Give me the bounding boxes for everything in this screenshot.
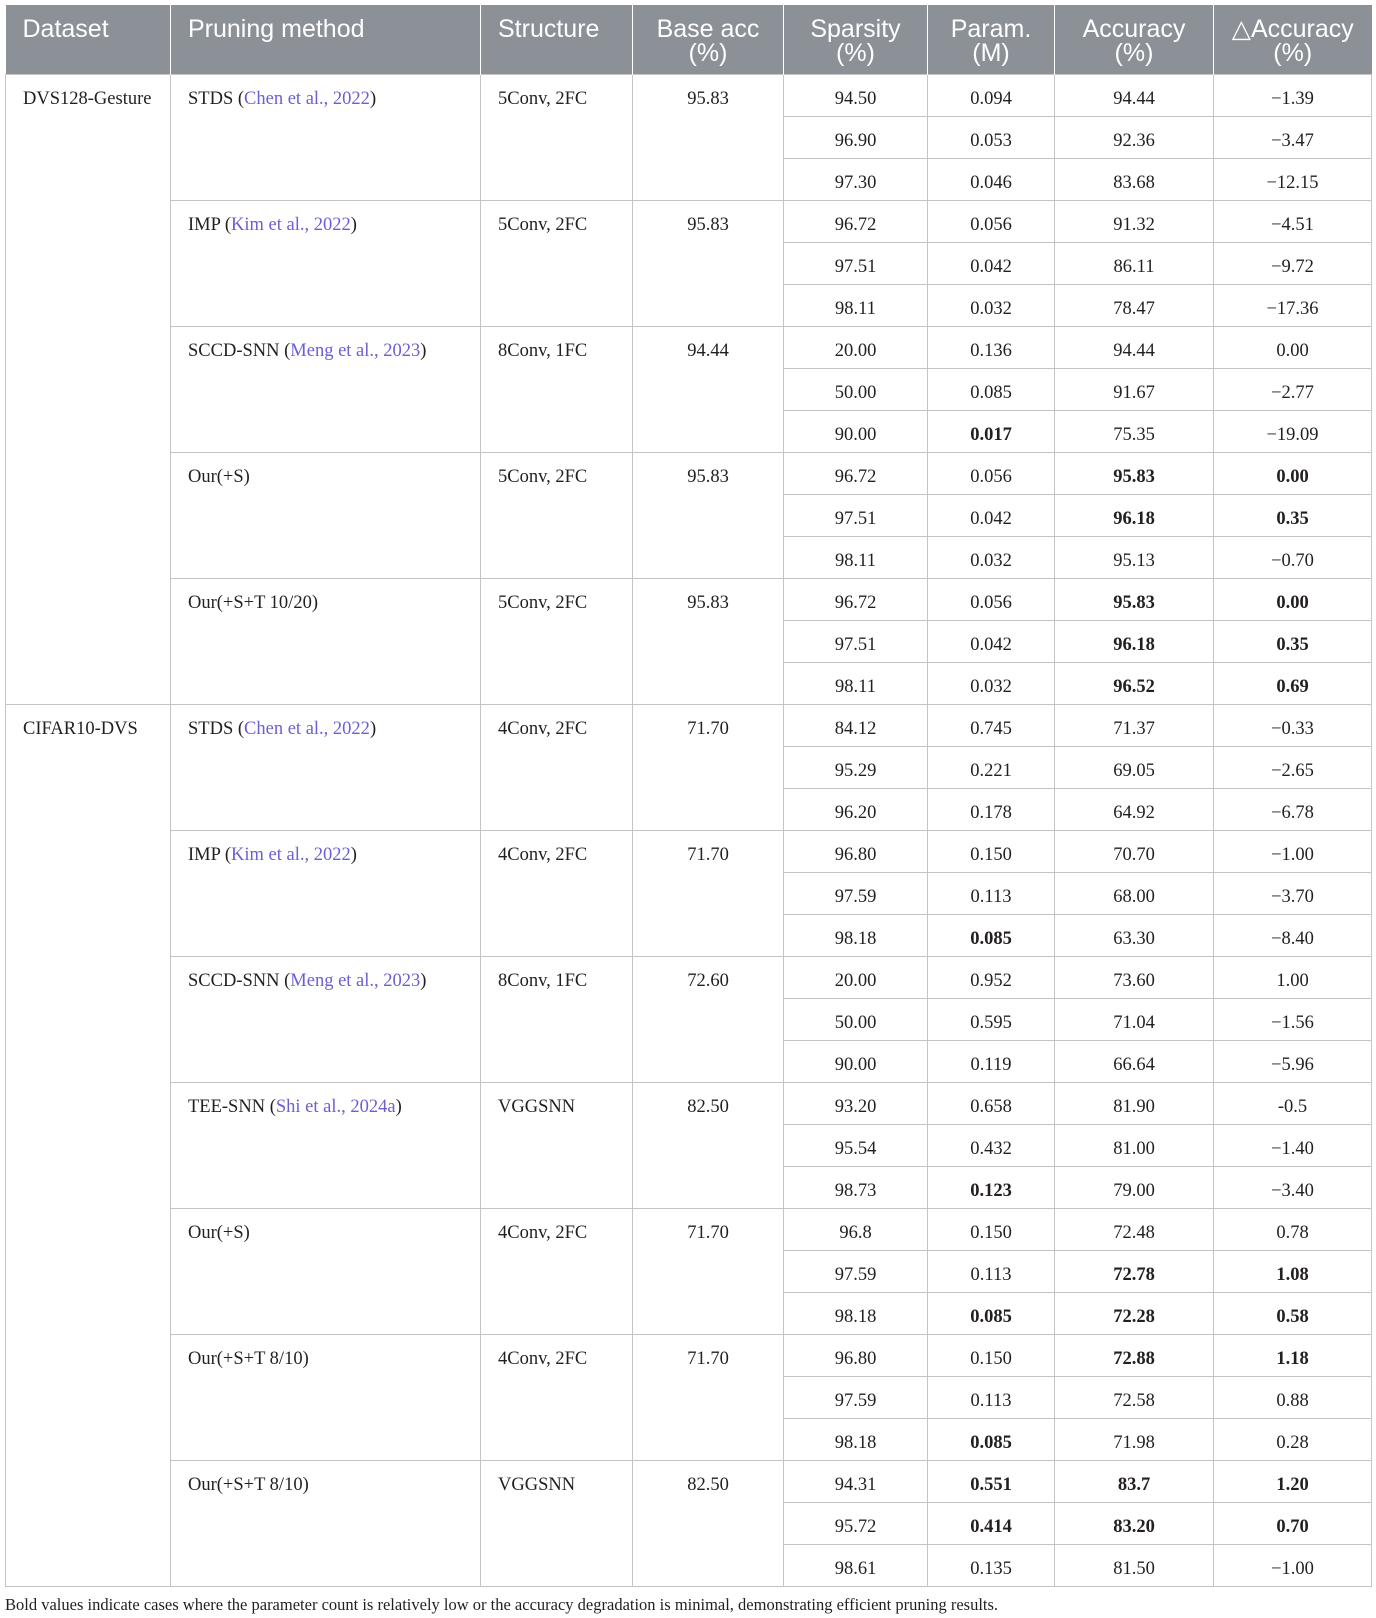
sparsity-cell: 98.18 <box>784 1418 928 1460</box>
header-unit: (%) <box>688 39 728 67</box>
base-acc-cell: 94.44 <box>633 326 784 452</box>
param-cell: 0.032 <box>928 536 1055 578</box>
header-unit: (%) <box>836 39 875 67</box>
header-label: Structure <box>498 15 600 43</box>
method-cell <box>171 74 481 200</box>
accuracy-cell: 81.50 <box>1055 1544 1214 1586</box>
sparsity-cell: 50.00 <box>784 998 928 1040</box>
results-table <box>5 5 1372 1587</box>
accuracy-cell: 91.32 <box>1055 200 1214 242</box>
sparsity-cell: 97.51 <box>784 242 928 284</box>
method-cell <box>171 200 481 326</box>
accuracy-cell: 83.68 <box>1055 158 1214 200</box>
param-cell: 0.952 <box>928 956 1055 998</box>
header-row <box>6 5 1372 74</box>
header-pruning-method <box>171 5 481 74</box>
base-acc-cell: 72.60 <box>633 956 784 1082</box>
citation-link[interactable]: Meng et al., 2023 <box>290 970 421 991</box>
accuracy-cell: 63.30 <box>1055 914 1214 956</box>
structure-cell: VGGSNN <box>481 1082 633 1208</box>
base-acc-cell: 95.83 <box>633 452 784 578</box>
delta-accuracy-cell: 1.20 <box>1214 1460 1372 1502</box>
accuracy-cell: 83.20 <box>1055 1502 1214 1544</box>
base-acc-cell: 95.83 <box>633 74 784 200</box>
sparsity-cell: 90.00 <box>784 1040 928 1082</box>
structure-cell: 8Conv, 1FC <box>481 326 633 452</box>
dataset-cell: DVS128-Gesture <box>6 74 171 704</box>
param-cell: 0.085 <box>928 1418 1055 1460</box>
delta-accuracy-cell: −19.09 <box>1214 410 1372 452</box>
sparsity-cell: 96.80 <box>784 830 928 872</box>
accuracy-cell: 91.67 <box>1055 368 1214 410</box>
method-cell <box>171 1082 481 1208</box>
sparsity-cell: 98.11 <box>784 662 928 704</box>
header-param <box>928 5 1055 74</box>
method-cell <box>171 452 481 578</box>
param-cell: 0.595 <box>928 998 1055 1040</box>
delta-accuracy-cell: −1.39 <box>1214 74 1372 116</box>
accuracy-cell: 72.58 <box>1055 1376 1214 1418</box>
param-cell: 0.046 <box>928 158 1055 200</box>
accuracy-cell: 72.48 <box>1055 1208 1214 1250</box>
param-cell: 0.032 <box>928 284 1055 326</box>
accuracy-cell: 95.83 <box>1055 452 1214 494</box>
structure-cell: 5Conv, 2FC <box>481 452 633 578</box>
delta-accuracy-cell: 0.70 <box>1214 1502 1372 1544</box>
param-cell: 0.042 <box>928 242 1055 284</box>
accuracy-cell: 71.04 <box>1055 998 1214 1040</box>
sparsity-cell: 98.11 <box>784 536 928 578</box>
structure-cell: 8Conv, 1FC <box>481 956 633 1082</box>
delta-accuracy-cell: −9.72 <box>1214 242 1372 284</box>
sparsity-cell: 98.73 <box>784 1166 928 1208</box>
delta-accuracy-cell: −2.77 <box>1214 368 1372 410</box>
citation-link[interactable]: Chen et al., 2022 <box>244 88 370 109</box>
param-cell: 0.113 <box>928 1250 1055 1292</box>
header-label: Param. <box>950 15 1032 43</box>
delta-accuracy-cell: 0.28 <box>1214 1418 1372 1460</box>
structure-cell: 5Conv, 2FC <box>481 74 633 200</box>
table-row <box>6 1460 1372 1502</box>
delta-accuracy-cell: −1.40 <box>1214 1124 1372 1166</box>
method-name: IMP <box>188 844 221 865</box>
citation-bracket: ) <box>420 970 427 991</box>
accuracy-cell: 86.11 <box>1055 242 1214 284</box>
param-cell: 0.113 <box>928 872 1055 914</box>
header-base-acc <box>633 5 784 74</box>
param-cell: 0.113 <box>928 1376 1055 1418</box>
delta-accuracy-cell: −3.70 <box>1214 872 1372 914</box>
citation-bracket: ( <box>279 340 291 361</box>
structure-cell: 4Conv, 2FC <box>481 830 633 956</box>
accuracy-cell: 83.7 <box>1055 1460 1214 1502</box>
param-cell: 0.658 <box>928 1082 1055 1124</box>
structure-cell: VGGSNN <box>481 1460 633 1586</box>
citation-bracket: ( <box>233 88 245 109</box>
param-cell: 0.053 <box>928 116 1055 158</box>
sparsity-cell: 98.11 <box>784 284 928 326</box>
delta-accuracy-cell: 0.58 <box>1214 1292 1372 1334</box>
structure-cell: 4Conv, 2FC <box>481 1334 633 1460</box>
citation-bracket: ) <box>350 844 357 865</box>
accuracy-cell: 69.05 <box>1055 746 1214 788</box>
table-row <box>6 1208 1372 1250</box>
delta-accuracy-cell: 0.35 <box>1214 494 1372 536</box>
delta-accuracy-cell: 1.18 <box>1214 1334 1372 1376</box>
sparsity-cell: 94.31 <box>784 1460 928 1502</box>
delta-accuracy-cell: −17.36 <box>1214 284 1372 326</box>
accuracy-cell: 72.28 <box>1055 1292 1214 1334</box>
delta-accuracy-cell: 0.00 <box>1214 326 1372 368</box>
accuracy-cell: 95.13 <box>1055 536 1214 578</box>
base-acc-cell: 82.50 <box>633 1460 784 1586</box>
accuracy-cell: 95.83 <box>1055 578 1214 620</box>
param-cell: 0.085 <box>928 1292 1055 1334</box>
table-row <box>6 956 1372 998</box>
param-cell: 0.150 <box>928 830 1055 872</box>
accuracy-cell: 78.47 <box>1055 284 1214 326</box>
citation-bracket: ( <box>265 1096 276 1117</box>
delta-accuracy-cell: −0.70 <box>1214 536 1372 578</box>
method-name: STDS <box>188 88 234 109</box>
accuracy-cell: 70.70 <box>1055 830 1214 872</box>
sparsity-cell: 84.12 <box>784 704 928 746</box>
header-unit: (M) <box>972 39 1010 67</box>
citation-bracket: ) <box>369 88 377 109</box>
table-row <box>6 1082 1372 1124</box>
param-cell: 0.085 <box>928 368 1055 410</box>
delta-accuracy-cell: −1.56 <box>1214 998 1372 1040</box>
table-row <box>6 74 1372 116</box>
sparsity-cell: 95.72 <box>784 1502 928 1544</box>
header-unit: (%) <box>1114 39 1154 67</box>
citation-bracket: ( <box>220 844 232 865</box>
accuracy-cell: 96.18 <box>1055 620 1214 662</box>
param-cell: 0.017 <box>928 410 1055 452</box>
sparsity-cell: 98.18 <box>784 1292 928 1334</box>
table-row <box>6 578 1372 620</box>
param-cell: 0.056 <box>928 200 1055 242</box>
delta-accuracy-cell: 0.69 <box>1214 662 1372 704</box>
accuracy-cell: 96.52 <box>1055 662 1214 704</box>
citation-bracket: ( <box>233 718 245 739</box>
structure-cell: 5Conv, 2FC <box>481 200 633 326</box>
header-label: Dataset <box>22 15 109 43</box>
method-name: Our(+S+T 10/20) <box>188 592 318 613</box>
sparsity-cell: 95.54 <box>784 1124 928 1166</box>
header-label: Pruning method <box>188 15 365 43</box>
delta-accuracy-cell: −1.00 <box>1214 830 1372 872</box>
citation-link[interactable]: Kim et al., 2022 <box>231 214 351 235</box>
accuracy-cell: 64.92 <box>1055 788 1214 830</box>
citation-link[interactable]: Shi et al., 2024a <box>275 1096 396 1117</box>
delta-accuracy-cell: 0.78 <box>1214 1208 1372 1250</box>
method-cell <box>171 1208 481 1334</box>
citation-bracket: ) <box>420 340 427 361</box>
sparsity-cell: 94.50 <box>784 74 928 116</box>
sparsity-cell: 96.72 <box>784 452 928 494</box>
accuracy-cell: 66.64 <box>1055 1040 1214 1082</box>
param-cell: 0.042 <box>928 494 1055 536</box>
citation-bracket: ( <box>279 970 291 991</box>
param-cell: 0.094 <box>928 74 1055 116</box>
sparsity-cell: 96.72 <box>784 578 928 620</box>
sparsity-cell: 95.29 <box>784 746 928 788</box>
base-acc-cell: 71.70 <box>633 704 784 830</box>
sparsity-cell: 97.30 <box>784 158 928 200</box>
sparsity-cell: 20.00 <box>784 326 928 368</box>
sparsity-cell: 97.59 <box>784 1376 928 1418</box>
sparsity-cell: 50.00 <box>784 368 928 410</box>
delta-accuracy-cell: −3.47 <box>1214 116 1372 158</box>
param-cell: 0.056 <box>928 452 1055 494</box>
citation-bracket: ) <box>369 718 377 739</box>
citation-link[interactable]: Kim et al., 2022 <box>231 844 351 865</box>
sparsity-cell: 97.59 <box>784 872 928 914</box>
table-row <box>6 452 1372 494</box>
structure-cell: 4Conv, 2FC <box>481 1208 633 1334</box>
table-row <box>6 326 1372 368</box>
method-cell <box>171 830 481 956</box>
param-cell: 0.221 <box>928 746 1055 788</box>
sparsity-cell: 97.59 <box>784 1250 928 1292</box>
method-cell <box>171 956 481 1082</box>
header-delta-accuracy <box>1214 5 1372 74</box>
method-name: Our(+S+T 8/10) <box>188 1348 309 1369</box>
delta-accuracy-cell: −1.00 <box>1214 1544 1372 1586</box>
accuracy-cell: 71.37 <box>1055 704 1214 746</box>
sparsity-cell: 90.00 <box>784 410 928 452</box>
header-unit: (%) <box>1273 39 1313 67</box>
accuracy-cell: 92.36 <box>1055 116 1214 158</box>
delta-accuracy-cell: -0.5 <box>1214 1082 1372 1124</box>
sparsity-cell: 97.51 <box>784 494 928 536</box>
param-cell: 0.085 <box>928 914 1055 956</box>
accuracy-cell: 96.18 <box>1055 494 1214 536</box>
delta-accuracy-cell: −8.40 <box>1214 914 1372 956</box>
param-cell: 0.119 <box>928 1040 1055 1082</box>
method-name: Our(+S+T 8/10) <box>188 1474 309 1495</box>
param-cell: 0.135 <box>928 1544 1055 1586</box>
delta-accuracy-cell: 1.00 <box>1214 956 1372 998</box>
param-cell: 0.032 <box>928 662 1055 704</box>
accuracy-cell: 81.90 <box>1055 1082 1214 1124</box>
delta-accuracy-cell: −4.51 <box>1214 200 1372 242</box>
citation-bracket: ) <box>350 214 357 235</box>
header-label: Sparsity <box>810 15 901 43</box>
method-name: IMP <box>188 214 221 235</box>
accuracy-cell: 94.44 <box>1055 326 1214 368</box>
header-label: Accuracy <box>1082 15 1186 43</box>
structure-cell: 5Conv, 2FC <box>481 578 633 704</box>
base-acc-cell: 95.83 <box>633 578 784 704</box>
base-acc-cell: 82.50 <box>633 1082 784 1208</box>
sparsity-cell: 97.51 <box>784 620 928 662</box>
citation-bracket: ) <box>395 1096 402 1117</box>
header-label: △Accuracy <box>1231 15 1354 43</box>
param-cell: 0.042 <box>928 620 1055 662</box>
delta-accuracy-cell: −3.40 <box>1214 1166 1372 1208</box>
sparsity-cell: 96.90 <box>784 116 928 158</box>
accuracy-cell: 72.88 <box>1055 1334 1214 1376</box>
method-cell <box>171 704 481 830</box>
header-dataset <box>6 5 171 74</box>
method-cell <box>171 326 481 452</box>
param-cell: 0.136 <box>928 326 1055 368</box>
sparsity-cell: 96.80 <box>784 1334 928 1376</box>
delta-accuracy-cell: 0.88 <box>1214 1376 1372 1418</box>
delta-accuracy-cell: −6.78 <box>1214 788 1372 830</box>
method-name: TEE-SNN <box>188 1096 266 1117</box>
delta-accuracy-cell: 0.00 <box>1214 452 1372 494</box>
accuracy-cell: 75.35 <box>1055 410 1214 452</box>
base-acc-cell: 95.83 <box>633 200 784 326</box>
param-cell: 0.150 <box>928 1334 1055 1376</box>
table-row <box>6 704 1372 746</box>
citation-link[interactable]: Chen et al., 2022 <box>244 718 370 739</box>
param-cell: 0.432 <box>928 1124 1055 1166</box>
accuracy-cell: 94.44 <box>1055 74 1214 116</box>
param-cell: 0.178 <box>928 788 1055 830</box>
accuracy-cell: 72.78 <box>1055 1250 1214 1292</box>
structure-cell: 4Conv, 2FC <box>481 704 633 830</box>
delta-accuracy-cell: −5.96 <box>1214 1040 1372 1082</box>
dataset-cell: CIFAR10-DVS <box>6 704 171 1586</box>
citation-bracket: ( <box>220 214 232 235</box>
sparsity-cell: 20.00 <box>784 956 928 998</box>
base-acc-cell: 71.70 <box>633 1334 784 1460</box>
sparsity-cell: 98.61 <box>784 1544 928 1586</box>
table-footnote: Bold values indicate cases where the parameter count is relatively low or the accuracy degradation is minimal, demonstrating efficient pruning results. <box>5 1595 999 1614</box>
param-cell: 0.745 <box>928 704 1055 746</box>
citation-link[interactable]: Meng et al., 2023 <box>290 340 421 361</box>
table-row <box>6 200 1372 242</box>
param-cell: 0.551 <box>928 1460 1055 1502</box>
delta-accuracy-cell: −0.33 <box>1214 704 1372 746</box>
method-name: SCCD-SNN <box>188 970 280 991</box>
accuracy-cell: 71.98 <box>1055 1418 1214 1460</box>
header-label: Base acc <box>656 15 760 43</box>
param-cell: 0.150 <box>928 1208 1055 1250</box>
delta-accuracy-cell: −12.15 <box>1214 158 1372 200</box>
delta-accuracy-cell: 0.00 <box>1214 578 1372 620</box>
method-name: Our(+S) <box>188 466 250 487</box>
accuracy-cell: 81.00 <box>1055 1124 1214 1166</box>
sparsity-cell: 93.20 <box>784 1082 928 1124</box>
delta-accuracy-cell: −2.65 <box>1214 746 1372 788</box>
accuracy-cell: 79.00 <box>1055 1166 1214 1208</box>
base-acc-cell: 71.70 <box>633 1208 784 1334</box>
param-cell: 0.056 <box>928 578 1055 620</box>
param-cell: 0.414 <box>928 1502 1055 1544</box>
method-cell <box>171 578 481 704</box>
sparsity-cell: 96.8 <box>784 1208 928 1250</box>
method-name: Our(+S) <box>188 1222 250 1243</box>
sparsity-cell: 96.72 <box>784 200 928 242</box>
sparsity-cell: 98.18 <box>784 914 928 956</box>
header-sparsity <box>784 5 928 74</box>
header-accuracy <box>1055 5 1214 74</box>
table-header <box>6 5 1372 74</box>
sparsity-cell: 96.20 <box>784 788 928 830</box>
header-structure <box>481 5 633 74</box>
table-row <box>6 1334 1372 1376</box>
base-acc-cell: 71.70 <box>633 830 784 956</box>
method-cell <box>171 1334 481 1460</box>
accuracy-cell: 73.60 <box>1055 956 1214 998</box>
param-cell: 0.123 <box>928 1166 1055 1208</box>
method-cell <box>171 1460 481 1586</box>
table-body <box>6 74 1372 1586</box>
accuracy-cell: 68.00 <box>1055 872 1214 914</box>
delta-accuracy-cell: 0.35 <box>1214 620 1372 662</box>
delta-accuracy-cell: 1.08 <box>1214 1250 1372 1292</box>
method-name: STDS <box>188 718 234 739</box>
method-name: SCCD-SNN <box>188 340 280 361</box>
table-row <box>6 830 1372 872</box>
